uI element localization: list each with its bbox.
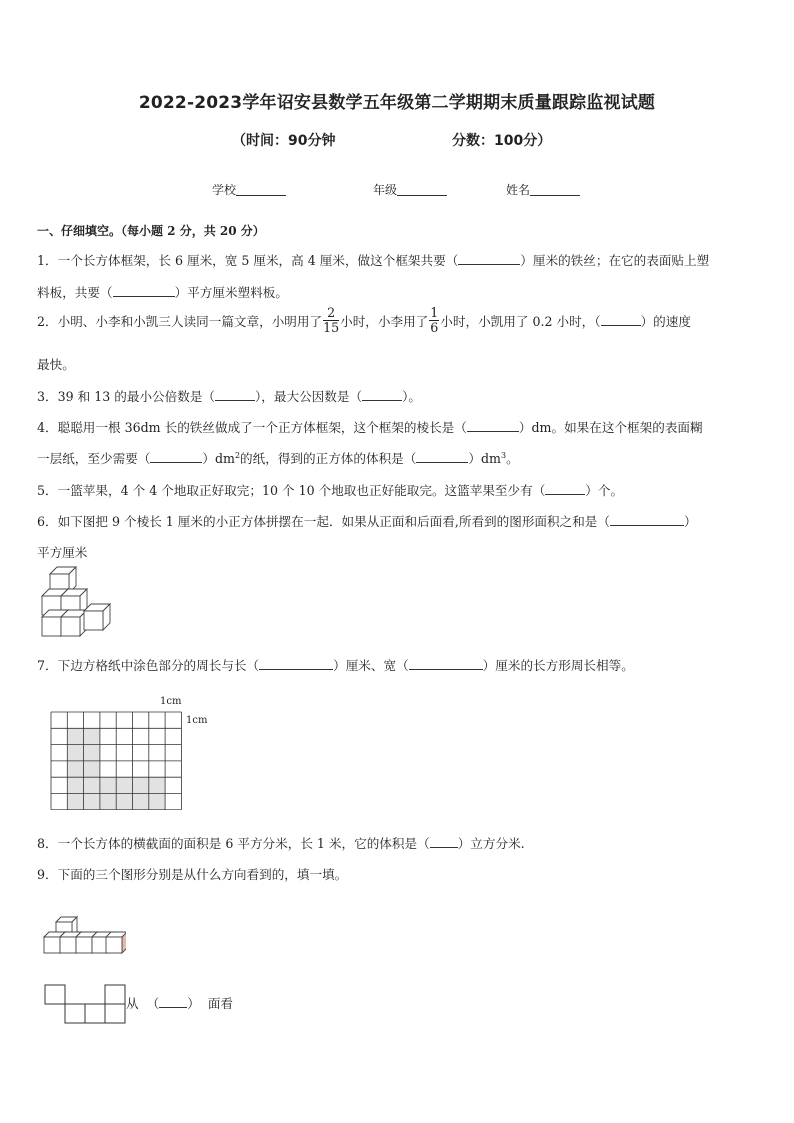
question-4-line2: 一层纸，至少需要（ ）$dm^2$的纸，得到的正方体的体积是（ ）$dm^3$。 [37,450,519,466]
shaded-cell [100,777,116,793]
school-field[interactable] [212,181,286,198]
question-2-line2: 最快。 [37,357,75,372]
shaded-cell [149,777,165,793]
question-1-line2: 料板，共要（ ）平方厘米塑料板。 [37,285,288,300]
shaded-cell [84,777,100,793]
question-7: 7．下边方格纸中涂色部分的周长与长（ ）厘米、宽（ ）厘米的长方形周长相等。 [37,658,634,673]
answer-blank[interactable] [430,837,458,848]
answer-blank[interactable] [545,484,585,495]
question-6-line2: 平方厘米 [37,545,88,560]
cube-stack-figure [40,566,116,640]
question-1-line1: 1．一个长方体框架，长 6 厘米，宽 5 厘米，高 4 厘米，做这个框架共要（ ）厘米的铁丝；在它的表面贴上塑 [37,253,710,268]
shaded-cell [116,794,132,810]
block-face [76,937,92,953]
shaded-cell [67,728,83,744]
shaded-cell [67,745,83,761]
answer-blank[interactable] [458,254,520,265]
unit-label-top: 1cm [160,696,182,707]
answer-blank[interactable] [362,390,402,401]
view-shape-figure [44,984,128,1026]
block-face [44,937,60,953]
shaded-cell [84,728,100,744]
question-8: 8．一个长方体的横截面的面积是 6 平方分米，长 1 米，它的体积是（ ）立方分米. [37,836,525,851]
answer-blank[interactable] [601,315,641,326]
cube-face [61,617,80,636]
shaded-cell [67,794,83,810]
question-6-line1: 6．如下图把 9 个棱长 1 厘米的小正方体拼摆在一起．如果从正面和后面看,所看到的图形面积之和是（ ） [37,514,697,529]
fraction-1-6: $\frac{1}{6}$ [430,305,439,335]
page-title: 2022-2023学年诏安县数学五年级第二学期期末质量跟踪监视试题 [138,93,656,113]
shaded-cell [67,761,83,777]
answer-blank[interactable] [215,390,255,401]
answer-blank[interactable] [259,659,333,670]
question-2-line1: 2．小明、小李和小凯三人读同一篇文章，小明用了 $\frac{2}{15}$ 小时，小李用了 $\frac{1}{6}$ 小时，小凯用了 0.2 小时，（ ）的速度 [37,305,691,335]
shaded-cell [84,794,100,810]
shaded-cell [100,794,116,810]
shaded-cell [133,794,149,810]
grid-paper-figure [48,692,228,810]
answer-blank[interactable] [416,452,468,463]
cube-face [42,617,61,636]
view-direction-answer: 从 （ ） 面看 [126,996,233,1011]
name-label: 姓名 [506,183,531,197]
iso-view-figure [40,914,126,960]
cube-face [84,611,103,630]
question-9: 9．下面的三个图形分别是从什么方向看到的，填一填。 [37,867,348,882]
name-field[interactable] [506,181,580,198]
shaded-cell [84,745,100,761]
block-face [106,937,122,953]
school-label: 学校 [212,183,237,197]
shaded-cell [149,794,165,810]
block-face [60,937,76,953]
question-4-line1: 4．聪聪用一根 36dm 长的铁丝做成了一个正方体框架，这个框架的棱长是（ ）dm。如果在这个框架的表面糊 [37,420,703,435]
shaded-cell [116,777,132,793]
grade-label: 年级 [373,183,398,197]
question-5: 5．一篮苹果，4 个 4 个地取正好取完；10 个 10 个地取也正好能取完。这篮苹果至少有（ ）个。 [37,483,624,498]
answer-blank[interactable] [409,659,483,670]
answer-blank[interactable] [113,286,175,297]
answer-blank[interactable] [159,997,187,1008]
shaded-cell [67,777,83,793]
shaded-cell [84,761,100,777]
section-heading: 一、仔细填空。（每小题 2 分，共 20 分） [37,224,265,238]
fraction-2-15: $\frac{2}{15}$ [323,305,340,335]
grade-field[interactable] [373,181,447,198]
answer-blank[interactable] [610,515,684,526]
answer-blank[interactable] [467,421,519,432]
answer-blank[interactable] [150,452,202,463]
shaded-cell [133,777,149,793]
unit-label-side: 1cm [186,715,208,726]
exam-time: （时间：90分钟 [232,133,336,149]
exam-score: 分数：100分） [452,133,552,149]
question-3: 3．39 和 13 的最小公倍数是（ ），最大公因数是（ ）。 [37,389,421,404]
